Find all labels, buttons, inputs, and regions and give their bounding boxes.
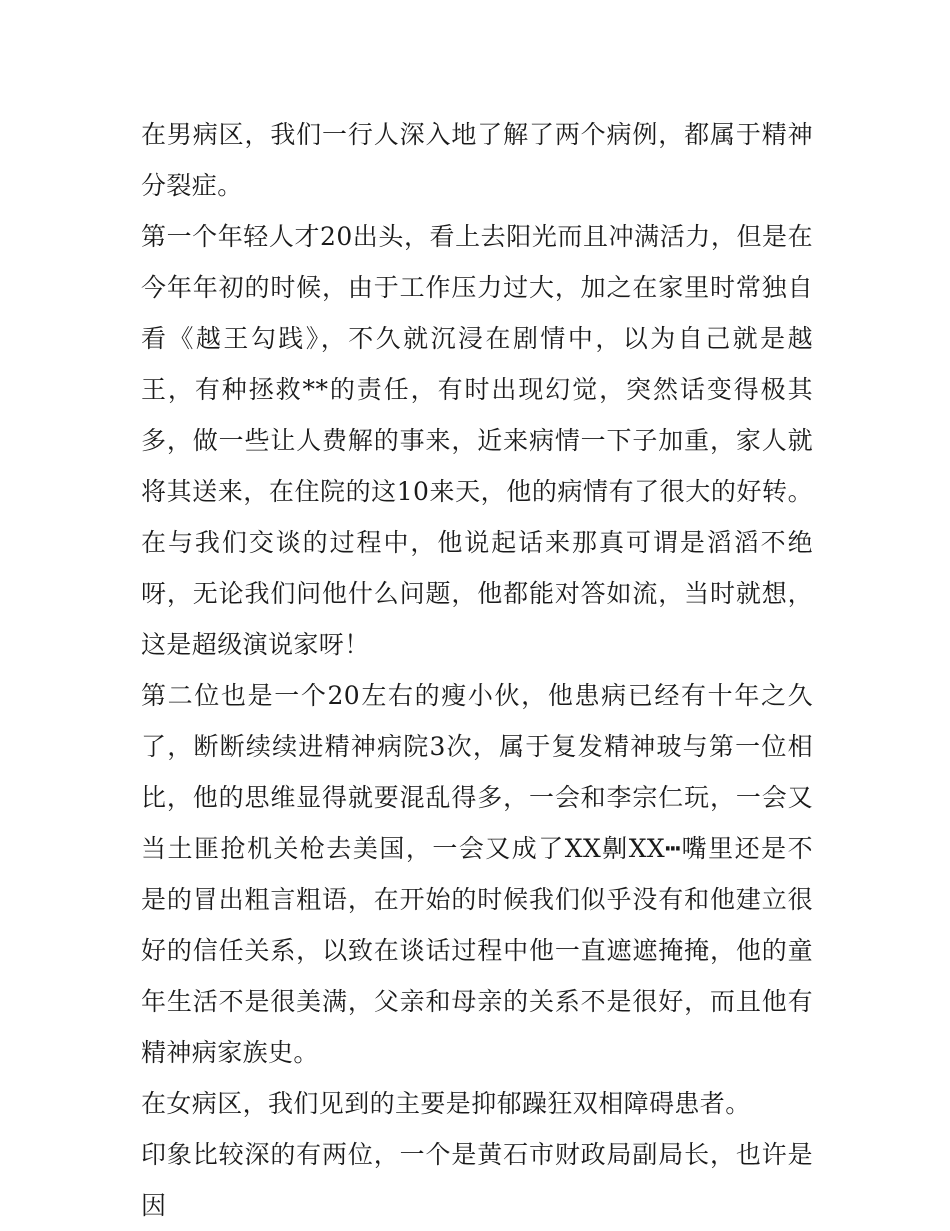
paragraph-second-case: 第二位也是一个20左右的瘦小伙，他患病已经有十年之久了，断断续续进精神病院3次，属于复发精神玻与第一位相比，他的思维显得就要混乱得多，一会和李宗仁玩，一会又当土匪抢机关枪去美国，一会又成了XX劓XX┅嘴里还是不是的冒出粗言粗语，在开始的时候我们似乎没有和他建立很好的信任关系，以致在谈话过程中他一直遮遮掩掩，他的童年生活不是很美满，父亲和母亲的关系不是很好，而且他有精神病家族史。 <box>141 681 813 1067</box>
document-body <box>141 109 813 1231</box>
paragraph-impression: 印象比较深的有两位，一个是黄石市财政局副局长，也许是因 <box>141 1140 813 1220</box>
paragraph-male-ward-intro: 在男病区，我们一行人深入地了解了两个病例，都属于精神分裂症。 <box>141 120 813 200</box>
paragraph-female-ward-intro: 在女病区，我们见到的主要是抑郁躁狂双相障碍患者。 <box>141 1089 751 1118</box>
paragraph-first-case: 第一个年轻人才20出头，看上去阳光而且冲满活力，但是在今年年初的时候，由于工作压力过大，加之在家里时常独自看《越王勾践》，不久就沉浸在剧情中，以为自己就是越王，有种拯救**的责任，有时出现幻觉，突然话变得极其多，做一些让人费解的事来，近来病情一下子加重，家人就将其送来，在住院的这10来天，他的病情有了很大的好转。在与我们交谈的过程中，他说起话来那真可谓是滔滔不绝呀，无论我们问他什么问题，他都能对答如流，当时就想，这是超级演说家呀！ <box>141 222 813 659</box>
